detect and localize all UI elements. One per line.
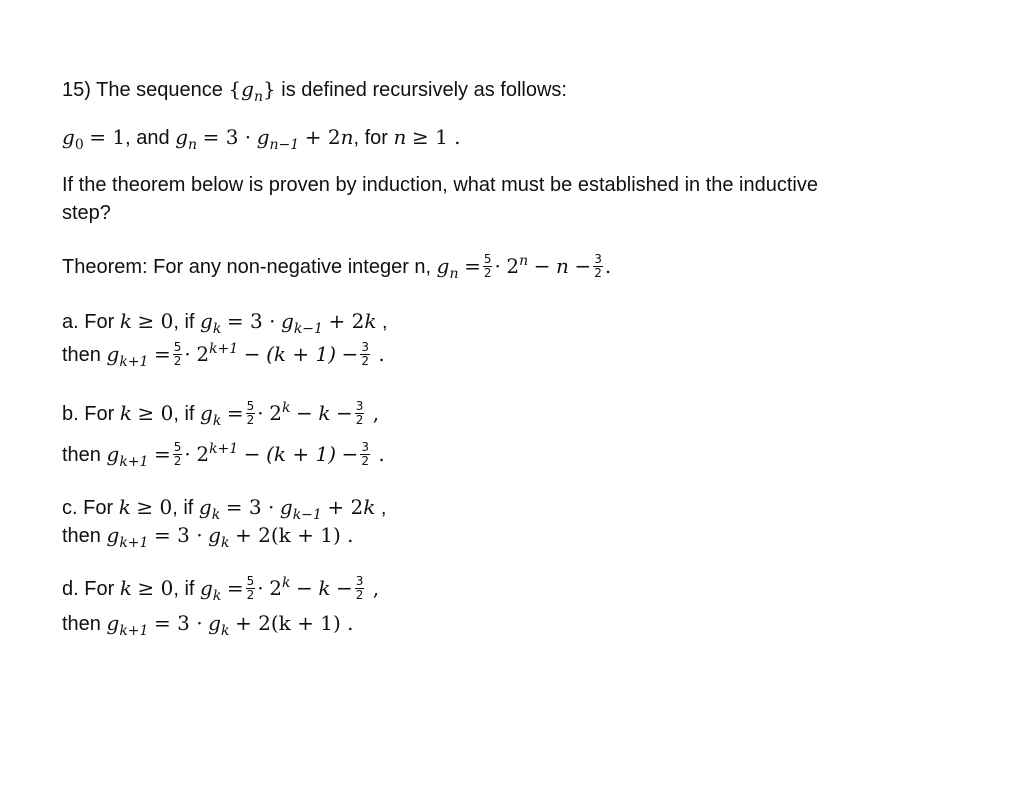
option-d-line-1: d. For k ≥ 0, if $g_k$ = $\frac{5}{2}$ · 2$^k$ − k − $\frac{3}{2}$ , [62, 574, 380, 604]
option-c-line-2: then $g_{k+1} = 3 \cdot g_k + 2(k + 1)$ . [62, 523, 354, 551]
prompt-line-1: If the theorem below is proven by induction, what must be established in the inductive [62, 174, 818, 196]
option-d-label: d. [62, 578, 79, 600]
option-a-line-1: a. For k ≥ 0, if $g_k = 3 \cdot g_{k-1} + 2k$ , [62, 309, 388, 337]
option-c-label: c. [62, 497, 78, 519]
fraction-three-halves: $\frac{3}{2}$ [594, 252, 602, 281]
option-d-line-2: then $g_{k+1} = 3 \cdot g_k + 2(k + 1)$ . [62, 611, 354, 639]
option-a-label: a. [62, 311, 79, 333]
question-number-text: 15) The sequence [62, 79, 223, 101]
option-b-line-2: then $g_{k+1}$ = $\frac{5}{2}$ · $2^{k+1} - (k + 1)$ − $\frac{3}{2}$ . [62, 440, 385, 470]
question-intro: 15) The sequence $\{g_n\}$ is defined recursively as follows: [62, 77, 567, 105]
option-a-line-2: then $g_{k+1}$ = $\frac{5}{2}$ · $2^{k+1} - (k + 1)$ − $\frac{3}{2}$ . [62, 340, 385, 370]
option-c-line-1: c. For k ≥ 0, if $g_k = 3 \cdot g_{k-1} + 2k$ , [62, 495, 387, 523]
theorem-statement: Theorem: For any non-negative integer n, $g_n$ = $\frac{5}{2}$ · 2$^n$ − n − $\frac{3}{2}$ . [62, 252, 612, 282]
option-b-label: b. [62, 403, 79, 425]
option-b-line-1: b. For k ≥ 0, if $g_k$ = $\frac{5}{2}$ · 2$^k$ − k − $\frac{3}{2}$ , [62, 399, 380, 429]
fraction-five-halves: $\frac{5}{2}$ [483, 252, 492, 281]
recursive-definition: $g_0 = 1$, and $g_n = 3 \cdot g_{n-1} + 2n$, for n ≥ 1 . [62, 125, 461, 153]
prompt-line-2: step? [62, 202, 111, 224]
